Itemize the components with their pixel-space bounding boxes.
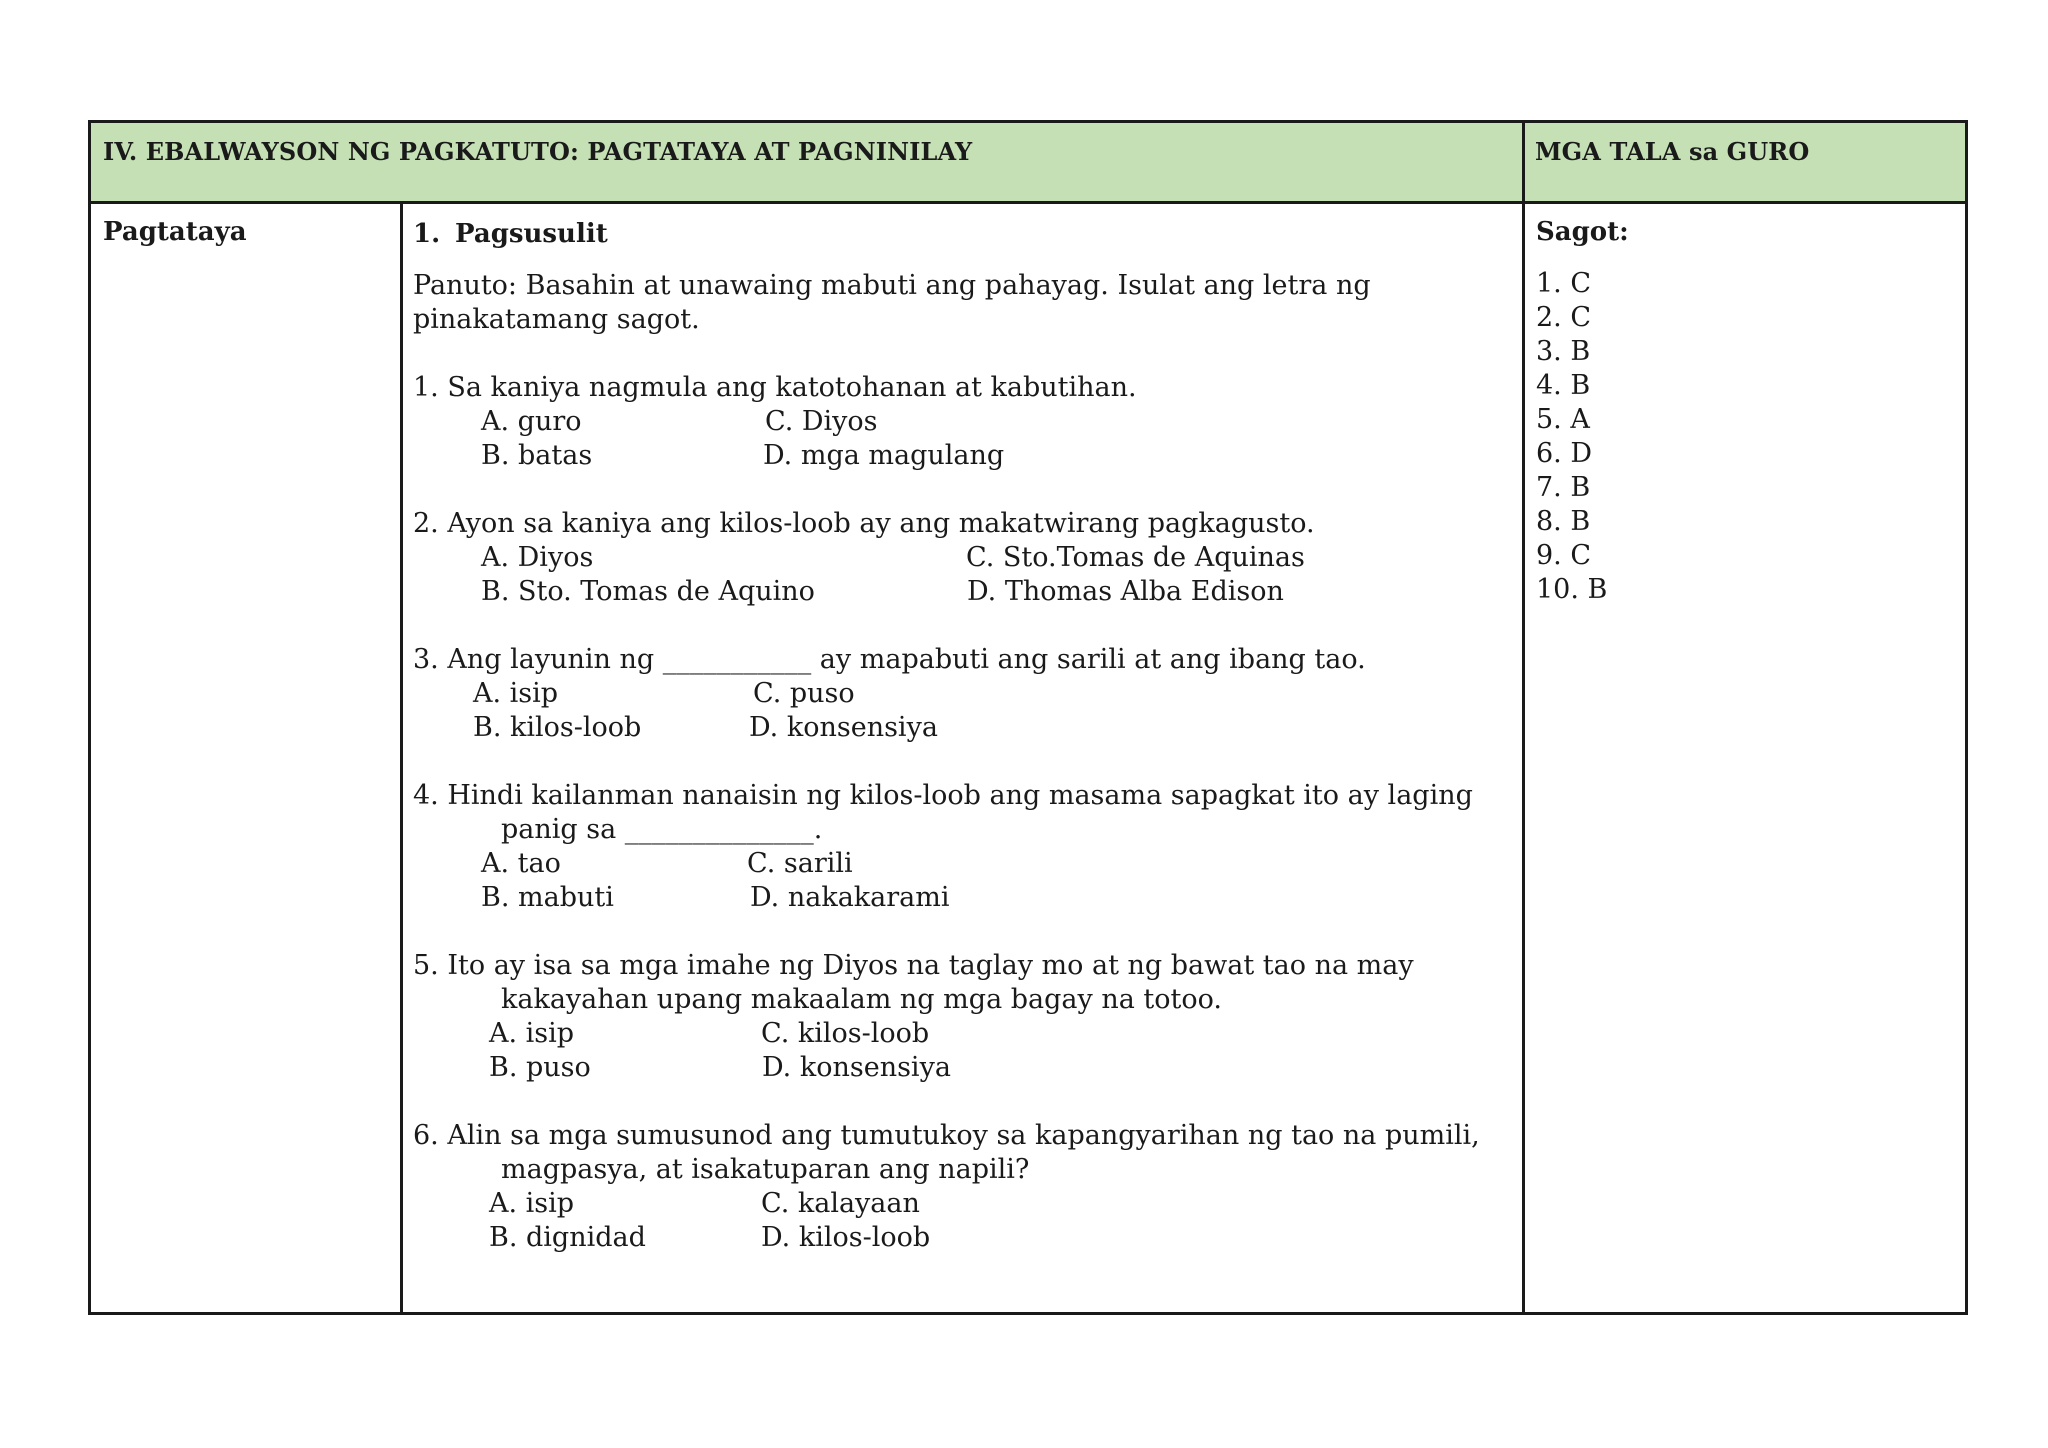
- choice-row: [413, 439, 1513, 473]
- answer-item: 9. C: [1536, 540, 1592, 571]
- answer-item: 5. A: [1536, 404, 1590, 435]
- choice-b: B. batas: [481, 440, 593, 471]
- choice-a: A. isip: [473, 678, 559, 709]
- answer-item: 2. C: [1536, 302, 1592, 333]
- header-title-evaluation: IV. EBALWAYSON NG PAGKATUTO: PAGTATAYA AT PAGNINILAY: [103, 137, 973, 166]
- choice-d: D. mga magulang: [763, 440, 1005, 471]
- column-divider: [1522, 201, 1525, 1315]
- answer-item: 8. B: [1536, 506, 1591, 537]
- section-number: 1.: [413, 219, 441, 249]
- question-3: [413, 643, 1513, 745]
- row-label-pagtataya: Pagtataya: [103, 217, 247, 247]
- answer-item: 4. B: [1536, 370, 1591, 401]
- choice-b: B. puso: [489, 1052, 591, 1083]
- choice-row: [413, 711, 1513, 745]
- answer-key-title: Sagot:: [1536, 217, 1629, 247]
- question-1: [413, 371, 1513, 473]
- choice-row: [413, 575, 1513, 609]
- question-4: [413, 779, 1513, 915]
- choice-d: D. Thomas Alba Edison: [967, 576, 1284, 607]
- section-title-text: Pagsusulit: [455, 219, 608, 249]
- choice-row: [413, 847, 1513, 881]
- answer-item: 6. D: [1536, 438, 1592, 469]
- answer-item: 3. B: [1536, 336, 1591, 367]
- question-text-continued: magpasya, at isakatuparan ang napili?: [501, 1154, 1030, 1185]
- table-header-row: [91, 123, 1965, 204]
- choice-d: D. kilos-loob: [761, 1222, 931, 1253]
- choice-b: B. Sto. Tomas de Aquino: [481, 576, 815, 607]
- choice-row: [413, 881, 1513, 915]
- choice-row: [413, 1017, 1513, 1051]
- choice-row: [413, 677, 1513, 711]
- choice-a: A. Diyos: [481, 542, 594, 573]
- question-text: 4. Hindi kailanman nanaisin ng kilos-loob ang masama sapagkat ito ay laging: [413, 780, 1473, 811]
- header-title-teacher-notes: MGA TALA sa GURO: [1535, 137, 1810, 166]
- choice-row: [413, 1051, 1513, 1085]
- instruction-line: pinakatamang sagot.: [413, 304, 700, 335]
- choice-row: [413, 1221, 1513, 1255]
- choice-a: A. isip: [489, 1188, 575, 1219]
- answer-item: 7. B: [1536, 472, 1591, 503]
- choice-b: B. dignidad: [489, 1222, 646, 1253]
- choice-row: [413, 1187, 1513, 1221]
- question-text-continued: panig sa ______________.: [501, 814, 823, 845]
- choice-c: C. Sto.Tomas de Aquinas: [966, 542, 1305, 573]
- answer-item: 1. C: [1536, 268, 1592, 299]
- choice-c: C. puso: [753, 678, 855, 709]
- teacher-notes-cell: [1536, 217, 1956, 607]
- answer-key-list: [1536, 267, 1956, 607]
- choice-c: C. Diyos: [765, 406, 878, 437]
- answer-item: 10. B: [1536, 574, 1608, 605]
- choice-d: D. konsensiya: [762, 1052, 951, 1083]
- choice-row: [413, 405, 1513, 439]
- question-text: 2. Ayon sa kaniya ang kilos-loob ay ang makatwirang pagkagusto.: [413, 508, 1315, 539]
- quiz-content-cell: [413, 217, 1513, 1289]
- question-5: [413, 949, 1513, 1085]
- choice-b: B. mabuti: [481, 882, 614, 913]
- choice-d: D. konsensiya: [749, 712, 938, 743]
- choice-a: A. guro: [481, 406, 582, 437]
- assessment-table: [88, 120, 1968, 1315]
- choice-c: C. kilos-loob: [761, 1018, 930, 1049]
- instruction-line: Panuto: Basahin at unawaing mabuti ang pahayag. Isulat ang letra ng: [413, 270, 1371, 301]
- question-text-continued: kakayahan upang makaalam ng mga bagay na totoo.: [501, 984, 1222, 1015]
- question-text: 1. Sa kaniya nagmula ang katotohanan at kabutihan.: [413, 372, 1137, 403]
- question-6: [413, 1119, 1513, 1255]
- section-title: [413, 217, 1513, 251]
- question-text: 5. Ito ay isa sa mga imahe ng Diyos na taglay mo at ng bawat tao na may: [413, 950, 1414, 981]
- column-divider: [400, 201, 403, 1315]
- question-text: 3. Ang layunin ng ___________ ay mapabuti ang sarili at ang ibang tao.: [413, 644, 1366, 675]
- choice-a: A. tao: [481, 848, 561, 879]
- choice-row: [413, 541, 1513, 575]
- instruction-text: [413, 269, 1513, 337]
- question-2: [413, 507, 1513, 609]
- header-cell-evaluation: [91, 123, 1525, 201]
- choice-d: D. nakakarami: [750, 882, 950, 913]
- choice-a: A. isip: [489, 1018, 575, 1049]
- choice-c: C. sarili: [747, 848, 853, 879]
- choice-b: B. kilos-loob: [473, 712, 642, 743]
- choice-c: C. kalayaan: [761, 1188, 920, 1219]
- question-text: 6. Alin sa mga sumusunod ang tumutukoy sa kapangyarihan ng tao na pumili,: [413, 1120, 1480, 1151]
